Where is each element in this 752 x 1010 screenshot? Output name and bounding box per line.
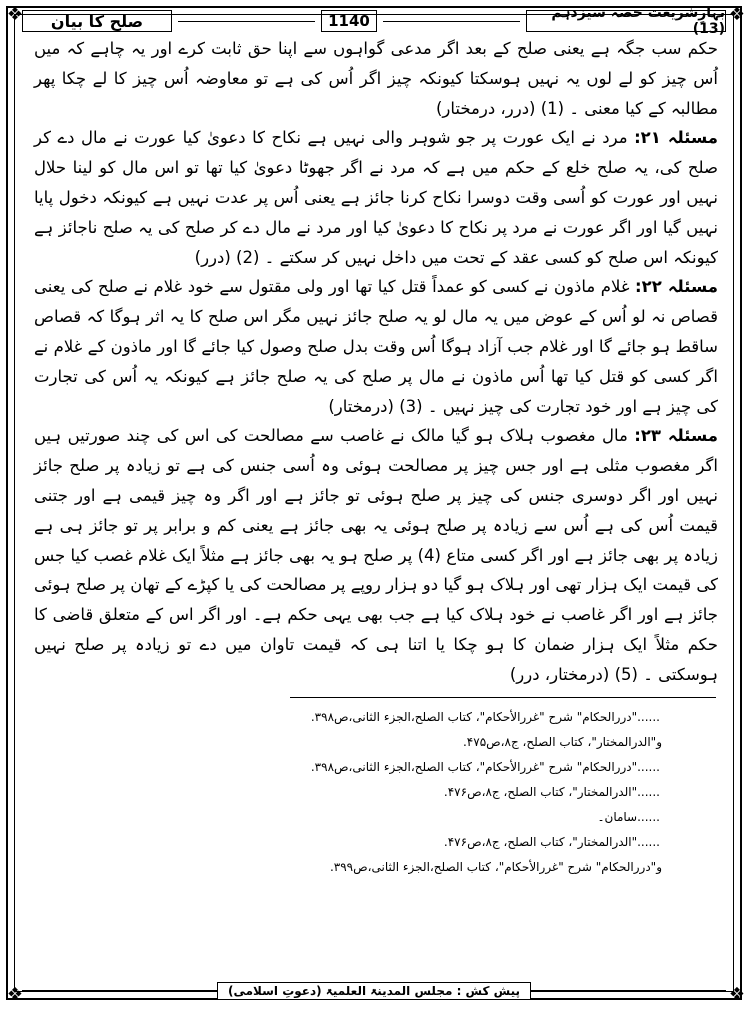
footnote: ......"دررالحکام" شرح "غررالأحکام"، کتاب الصلح،الجزء الثانی،ص۳۹۸. xyxy=(310,710,660,724)
masala-label: مسئلہ ۲۳: xyxy=(634,426,718,446)
page-number: 1140 xyxy=(321,10,377,32)
masala-paragraph xyxy=(34,421,718,689)
header-rule xyxy=(178,21,315,22)
footnote: ......"دررالحکام" شرح "غررالأحکام"، کتاب الصلح،الجزء الثانی،ص۳۹۸. xyxy=(310,760,660,774)
footnote: ......"الدرالمختار"، کتاب الصلح، ج۸،ص۴۷۶. xyxy=(443,835,660,849)
page-footer xyxy=(22,982,726,1000)
masala-label: مسئلہ ۲۱: xyxy=(634,128,718,148)
publisher-credit: پیش کش : مجلس المدینۃ العلمیۃ (دعوتِ اسلامی) xyxy=(217,982,531,1000)
corner-ornament-icon: ❖ xyxy=(728,984,746,1005)
paragraph-text: مرد نے ایک عورت پر جو شوہر والی نہیں ہے نکاح کا دعویٰ کیا عورت نے مال دے کر صلح کی، یہ صلح خلع کے حکم میں ہے کہ مرد نے اگر جھوٹا دعویٰ کیا تھا تو اس مال کو لینا حلال نہیں اور عورت کو اُسی وقت دوسرا نکاح کرنا جائز ہے یعنی اُس پر عدت نہیں ہے کیونکہ دخول پایا نہیں گیا اور اگر عورت نے مرد پر نکاح کا دعویٰ کیا اور مرد نے مال دے کر صلح کی یہ صلح ناجائز ہے کیونکہ اس صلح کو کسی عقد کے تحت میں داخل نہیں کر سکتے ۔ (2) (درر) xyxy=(34,128,718,267)
corner-ornament-icon: ❖ xyxy=(728,4,746,25)
footnotes xyxy=(34,705,718,880)
paragraph-text: غلام ماذون نے کسی کو عمداً قتل کیا تھا اور ولی مقتول سے خود غلام نے صلح کی یعنی قصاص نہ لو اُس کے عوض میں یہ مال لو یہ صلح جائز نہیں مگر اس صلح کا یہ اثر ہوگا کہ قصاص ساقط ہو جائے گا اور غلام جب آزاد ہوگا اُس وقت بدل صلح وصول کیا جائے گا اور ماذون کے غلام نے اگر کسی کو قتل کیا تھا اُس ماذون نے مال پر صلح کی یہ صلح جائز ہے کیونکہ یہ اُس کی تجارت کی چیز ہے اور خود تجارت کی چیز نہیں ۔ (3) (درمختار) xyxy=(34,277,718,416)
footnote: ......سامان۔ xyxy=(597,810,660,824)
corner-ornament-icon: ❖ xyxy=(6,4,24,25)
corner-ornament-icon: ❖ xyxy=(6,984,24,1005)
masala-paragraph xyxy=(34,123,718,272)
chapter-title: صلح کا بیان xyxy=(22,10,172,32)
main-text xyxy=(34,34,718,690)
masala-label: مسئلہ ۲۲: xyxy=(635,277,718,297)
masala-paragraph xyxy=(34,272,718,421)
header-rule xyxy=(383,21,520,22)
footnote-divider xyxy=(290,697,716,698)
footnote: ......"الدرالمختار"، کتاب الصلح، ج۸،ص۴۷۶. xyxy=(443,785,660,799)
footnote-continuation: و"الدرالمختار"، کتاب الصلح، ج۸،ص۴۷۵. xyxy=(462,735,662,749)
page-header xyxy=(22,5,726,37)
paragraph-text: حکم سب جگہ ہے یعنی صلح کے بعد اگر مدعی گواہوں سے اپنا حق ثابت کرے اور یہ چاہے کہ میں اُس چیز کو لے لوں یہ نہیں ہوسکتا کیونکہ چیز اگر اُس کی ہے تو معاوضہ اُس چیز کا لے چکا پھر مطالبہ کے کیا معنی ۔ (1) (درر، درمختار) xyxy=(34,39,718,118)
book-title: بہارِشریعت حصہ سیزدہم (13) xyxy=(526,10,726,32)
footnote-continuation: و"دررالحکام" شرح "غررالأحکام"، کتاب الصلح،الجزء الثانی،ص۳۹۹. xyxy=(329,860,662,874)
paragraph xyxy=(34,34,718,123)
paragraph-text: مال مغصوب ہلاک ہو گیا مالک نے غاصب سے مصالحت کی اس کی چند صورتیں ہیں اگر مغصوب مثلی ہے اور جس چیز پر مصالحت ہوئی وہ اُسی جنس کی ہے تو زیادہ پر صلح جائز نہیں اور اگر دوسری جنس کی چیز پر صلح ہوئی تو جائز ہے اور اگر وہ چیز قیمی ہے اور جتنی قیمت اُس کی ہے اُس سے زیادہ پر صلح ہوئی یہ بھی جائز ہے یعنی کم و برابر پر تو جائز ہی ہے زیادہ پر بھی جائز ہے اور اگر کسی متاع (4) پر صلح ہو یہ بھی جائز ہے مثلاً ایک غلام غصب کیا جس کی قیمت ایک ہزار تھی اور ہلاک ہو گیا دو ہزار روپے پر مصالحت کی یا کپڑے کے تھان پر صلح ہوئی جائز ہے اور اگر غاصب نے خود ہلاک کیا ہے جب بھی یہی حکم ہے۔ اور اگر اس کے متعلق قاضی کا حکم مثلاً ایک ہزار ضمان کا ہو چکا یا اتنا ہی کہ قیمت تاوان میں دے تو زیادہ پر صلح نہیں ہوسکتی ۔ (5) (درمختار، درر) xyxy=(34,426,719,684)
